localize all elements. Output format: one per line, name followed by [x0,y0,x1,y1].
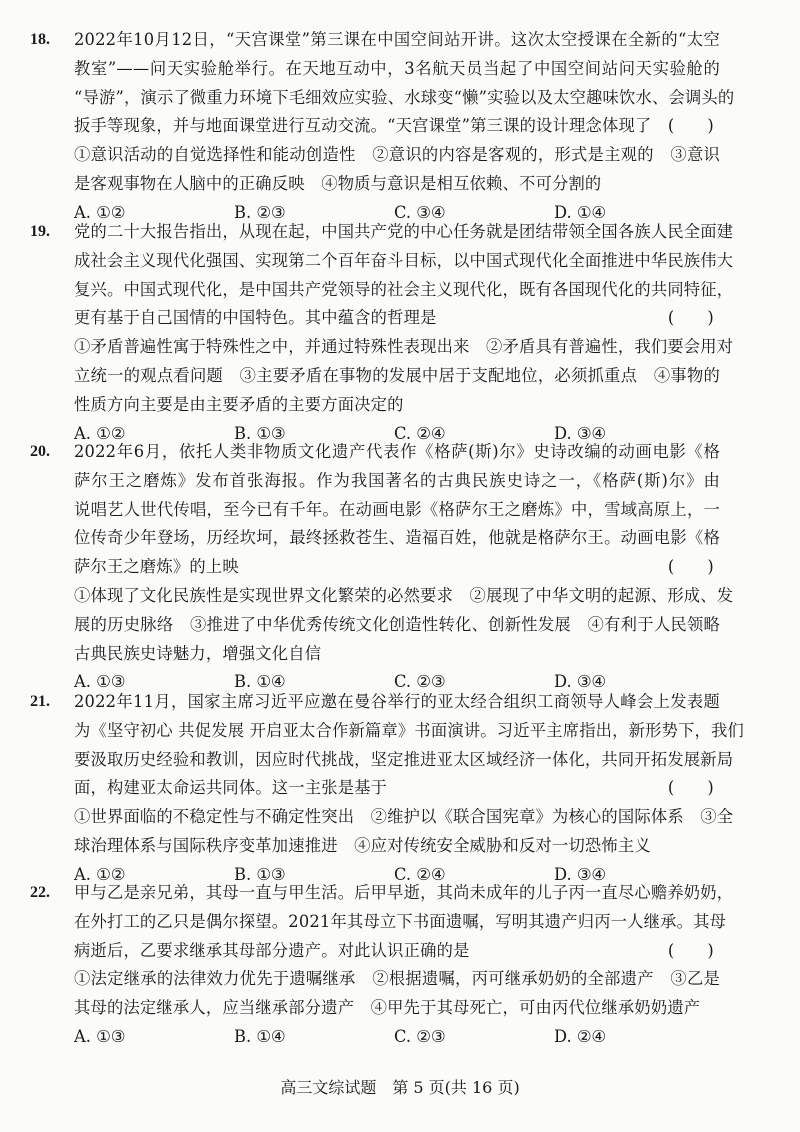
choice-b: B. ①④ [234,1026,286,1046]
stem-line: 位传奇少年登场，历经坎坷，最终拯救苍生、造福百姓，他就是格萨尔王。动画电影《格 [74,528,720,548]
stem-line: 2022年11月，国家主席习近平应邀在曼谷举行的亚太经合组织工商领导人峰会上发表题 [74,692,720,711]
question-21 [30,688,745,890]
choice-d: D. ③④ [554,423,607,443]
stem-line: 在外打工的乙只是偶尔探望。2021年其母立下书面遗嘱，写明其遗产归丙一人继承。其母 [74,911,727,931]
answer-blank: ( ) [667,308,714,328]
answer-blank: ( ) [667,557,714,577]
question-number: 18. [30,31,50,48]
question-number: 19. [30,223,50,240]
stem-line: 萨尔王之磨炼》发布首张海报。作为我国著名的古典民族史诗之一，《格萨(斯)尔》由 [74,470,720,490]
question-22 [30,879,734,1052]
question-20 [30,438,734,697]
stem-line [74,112,720,141]
stem-line: 要汲取历史经验和教训，因应时代挑战，坚定推进亚太区域经济一体化，共同开拓发展新局 [74,749,734,769]
choice-b: B. ①③ [234,864,286,884]
stem-line [74,304,720,333]
stem-line: 为《坚守初心 共促发展 开启亚太合作新篇章》书面演讲。习近平主席指出，新形势下，我们 [74,720,745,740]
choice-d: D. ③④ [554,864,607,884]
option-line: 是客观事物在人脑中的正确反映 ④物质与意识是相互依赖、不可分割的 [74,173,602,193]
answer-choices [74,1023,720,1052]
choice-c: C. ③④ [394,202,446,222]
question-number: 20. [30,443,50,460]
answer-blank: ( ) [667,116,714,136]
choice-a: A. ①② [74,864,126,884]
stem-line: 复兴。中国式现代化，是中国共产党领导的社会主义现代化，既有各国现代化的共同特征， [74,279,734,299]
choice-c: C. ②④ [394,423,446,443]
question-19 [30,218,734,448]
stem-last-text: 病逝后，乙要求继承其母部分遗产。对此认识正确的是 [74,940,470,960]
option-line: ①体现了文化民族性是实现世界文化繁荣的必然要求 ②展现了中华文明的起源、形成、发 [74,585,734,605]
choice-a: A. ①③ [74,672,126,692]
question-18 [30,26,735,228]
choice-d: D. ③④ [554,672,607,692]
stem-line: “导游”，演示了微重力环境下毛细效应实验、水球变“懒”实验以及太空趣味饮水、会调头的 [74,87,735,107]
choice-d: D. ①④ [554,202,607,222]
answer-blank: ( ) [667,940,714,960]
stem-line [74,774,720,803]
stem-line: 成社会主义现代化强国、实现第二个百年奋斗目标，以中国式现代化全面推进中华民族伟大 [74,250,734,270]
answer-blank: ( ) [667,778,714,798]
option-line: 展的历史脉络 ③推进了中华优秀传统文化创造性转化、创新性发展 ④有利于人民领略 [74,614,720,634]
option-line: ①矛盾普遍性寓于特殊性之中，并通过特殊性表现出来 ②矛盾具有普遍性，我们要会用对 [74,337,734,357]
option-line: 其母的法定继承人，应当继承部分遗产 ④甲先于其母死亡，可由丙代位继承奶奶遗产 [74,998,701,1018]
choice-c: C. ②③ [394,1026,446,1046]
option-line: 性质方向主要是由主要矛盾的主要方面决定的 [74,394,404,414]
stem-last-text: 萨尔王之磨炼》的上映 [74,557,239,577]
choice-b: B. ①④ [234,672,286,692]
option-line: 球治理体系与国际秩序变革加速推进 ④应对传统安全威胁和反对一切恐怖主义 [74,835,651,855]
stem-last-text: 面，构建亚太命运共同体。这一主张是基于 [74,778,388,798]
question-number: 21. [30,693,50,710]
stem-line [74,937,720,966]
stem-line: 党的二十大报告指出，从现在起，中国共产党的中心任务就是团结带领全国各族人民全面建 [74,222,734,241]
stem-line: 2022年10月12日，“天宫课堂”第三课在中国空间站开讲。这次太空授课在全新的“太空 [74,30,720,49]
stem-line [74,553,720,582]
choice-c: C. ②③ [394,672,446,692]
option-line: ①法定继承的法律效力优先于遗嘱继承 ②根据遗嘱，丙可继承奶奶的全部遗产 ③乙是 [74,969,720,989]
page-footer: 高三文综试题 第 5 页(共 16 页) [280,1078,520,1097]
stem-last-text: 扳手等现象，并与地面课堂进行互动交流。“天宫课堂”第三课的设计理念体现了 [74,116,652,136]
choice-d: D. ②④ [554,1026,607,1046]
choice-b: B. ②③ [234,202,286,222]
choice-a: A. ①② [74,202,126,222]
choice-a: A. ①③ [74,1026,126,1046]
option-line: 古典民族史诗魅力，增强文化自信 [74,643,322,663]
choice-c: C. ②④ [394,864,446,884]
stem-line: 2022年6月，依托人类非物质文化遗产代表作《格萨(斯)尔》史诗改编的动画电影《格 [74,442,720,461]
option-line: ①意识活动的自觉选择性和能动创造性 ②意识的内容是客观的，形式是主观的 ③意识 [74,145,720,165]
stem-line: 教室”——问天实验舱举行。在天地互动中，3名航天员当起了中国空间站问天实验舱的 [74,58,720,78]
option-line: ①世界面临的不稳定性与不确定性突出 ②维护以《联合国宪章》为核心的国际体系 ③全 [74,807,734,827]
question-number: 22. [30,884,50,901]
option-line: 立统一的观点看问题 ③主要矛盾在事物的发展中居于支配地位，必须抓重点 ④事物的 [74,365,720,385]
stem-line: 甲与乙是亲兄弟，其母一直与甲生活。后甲早逝，其尚未成年的儿子丙一直尽心赡养奶奶， [74,883,734,902]
choice-b: B. ①③ [234,423,286,443]
choice-a: A. ①② [74,423,126,443]
stem-line: 说唱艺人世代传唱，至今已有千年。在动画电影《格萨尔王之磨炼》中，雪域高原上，一 [74,499,720,519]
stem-last-text: 更有基于自己国情的中国特色。其中蕴含的哲理是 [74,308,437,328]
